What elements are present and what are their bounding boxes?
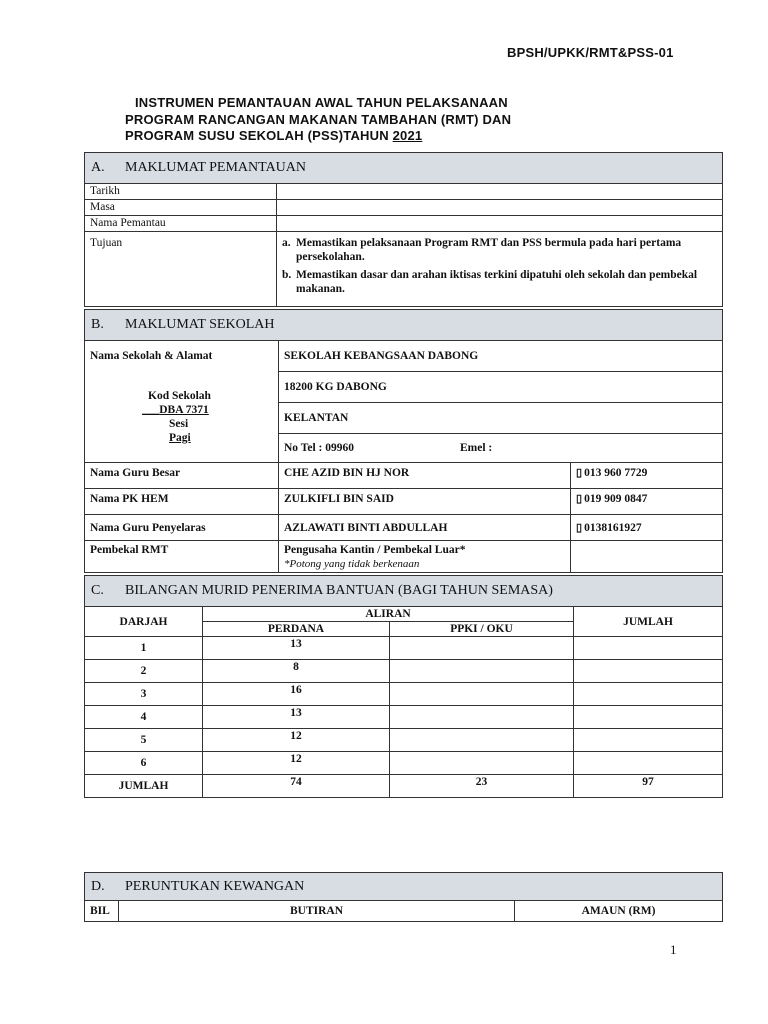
col-perdana: PERDANA [203, 622, 390, 637]
section-c-letter: C. [91, 583, 104, 598]
phone-number: 0138161927 [584, 521, 642, 534]
phone-number: 019 909 0847 [584, 493, 648, 505]
title-line-1: INSTRUMEN PEMANTAUAN AWAL TAHUN PELAKSANAAN [135, 95, 508, 110]
supplier-note: *Potong yang tidak berkenaan [284, 558, 420, 570]
table-row [85, 637, 723, 660]
jumlah-cell[interactable] [574, 752, 723, 775]
purpose-item [282, 236, 717, 264]
school-name[interactable]: SEKOLAH KEBANGSAAN DABONG [279, 341, 723, 372]
school-state[interactable]: KELANTAN [279, 403, 723, 434]
jumlah-cell[interactable] [574, 683, 723, 706]
ppki-cell[interactable] [390, 706, 574, 729]
person-phone-guru-besar[interactable] [571, 463, 723, 489]
col-amaun: AMAUN (RM) [515, 901, 723, 922]
total-perdana[interactable]: 74 [203, 775, 390, 798]
darjah-cell: 4 [85, 706, 203, 729]
section-d-letter: D. [91, 878, 105, 894]
section-c-heading: BILANGAN MURID PENERIMA BANTUAN (BAGI TAHUN SEMASA) [125, 583, 553, 598]
section-b-header [85, 310, 723, 341]
jumlah-cell[interactable] [574, 637, 723, 660]
title-year: 2021 [392, 128, 423, 143]
ppki-cell[interactable] [390, 660, 574, 683]
field-label-tujuan: Tujuan [85, 232, 277, 307]
title-line-2: PROGRAM RANCANGAN MAKANAN TAMBAHAN (RMT) DAN [125, 111, 512, 127]
field-input-masa[interactable] [277, 200, 723, 216]
darjah-cell: 2 [85, 660, 203, 683]
person-label-pk-hem: Nama PK HEM [85, 489, 279, 515]
phone-icon: ▯ [576, 493, 583, 505]
title-line-3-text: PROGRAM SUSU SEKOLAH (PSS)TAHUN [125, 128, 393, 143]
school-code-prefix: ___ [142, 404, 160, 416]
field-label-masa: Masa [85, 200, 277, 216]
supplier-label: Pembekal RMT [85, 541, 279, 573]
jumlah-cell[interactable] [574, 706, 723, 729]
person-name-guru-besar[interactable]: CHE AZID BIN HJ NOR [279, 463, 571, 489]
section-d-heading: PERUNTUKAN KEWANGAN [125, 878, 305, 894]
perdana-cell[interactable]: 16 [203, 683, 390, 706]
jumlah-cell[interactable] [574, 660, 723, 683]
table-row [85, 706, 723, 729]
table-row [85, 683, 723, 706]
person-phone-guru-penyelaras[interactable] [571, 515, 723, 541]
table-row [85, 729, 723, 752]
purpose-marker: a. [282, 237, 291, 249]
section-d-header [85, 873, 723, 901]
perdana-cell[interactable]: 12 [203, 752, 390, 775]
document-title [125, 95, 511, 145]
section-b-letter: B. [91, 317, 104, 332]
section-a-heading: MAKLUMAT PEMANTAUAN [125, 160, 307, 175]
session-value: Pagi [169, 432, 191, 444]
purpose-marker: b. [282, 269, 292, 281]
supplier-cell[interactable] [279, 541, 571, 573]
school-email: Emel : [460, 442, 493, 454]
col-jumlah: JUMLAH [574, 607, 723, 637]
title-line-3 [125, 128, 511, 145]
phone-number: 013 960 7729 [584, 467, 648, 479]
total-ppki[interactable]: 23 [390, 775, 574, 798]
perdana-cell[interactable]: 8 [203, 660, 390, 683]
field-input-tarikh[interactable] [277, 184, 723, 200]
phone-icon: ▯ [576, 521, 583, 534]
purpose-text: Memastikan pelaksanaan Program RMT dan PSS bermula pada hari pertama persekolahan. [296, 237, 682, 263]
document-code: BPSH/UPKK/RMT&PSS-01 [507, 45, 674, 60]
ppki-cell[interactable] [390, 637, 574, 660]
section-a-header [85, 153, 723, 184]
section-d-table [84, 872, 723, 922]
purpose-list [277, 232, 723, 307]
perdana-cell[interactable]: 13 [203, 706, 390, 729]
col-darjah: DARJAH [85, 607, 203, 637]
purpose-item [282, 268, 717, 296]
perdana-cell[interactable]: 12 [203, 729, 390, 752]
school-address[interactable]: 18200 KG DABONG [279, 372, 723, 403]
purpose-text: Memastikan dasar dan arahan iktisas terkini dipatuhi oleh sekolah dan pembekal makanan. [296, 269, 698, 295]
total-row [85, 775, 723, 798]
person-label-guru-penyelaras: Nama Guru Penyelaras [85, 515, 279, 541]
school-contact[interactable] [279, 434, 723, 463]
school-tel: No Tel : 09960 [284, 442, 354, 454]
school-label-cell [85, 341, 279, 463]
total-jumlah[interactable]: 97 [574, 775, 723, 798]
section-a-table [84, 152, 723, 307]
school-code-value [90, 403, 273, 417]
school-code: DBA 7371 [159, 404, 209, 416]
total-label: JUMLAH [85, 775, 203, 798]
col-ppki: PPKI / OKU [390, 622, 574, 637]
jumlah-cell[interactable] [574, 729, 723, 752]
section-b-table [84, 309, 723, 573]
table-row [85, 752, 723, 775]
field-label-tarikh: Tarikh [85, 184, 277, 200]
phone-icon: ▯ [576, 467, 583, 479]
school-code-label: Kod Sekolah [148, 390, 211, 402]
ppki-cell[interactable] [390, 752, 574, 775]
section-b-heading: MAKLUMAT SEKOLAH [125, 317, 275, 332]
person-label-guru-besar: Nama Guru Besar [85, 463, 279, 489]
school-address-label: Nama Sekolah & Alamat [90, 350, 213, 362]
ppki-cell[interactable] [390, 729, 574, 752]
darjah-cell: 3 [85, 683, 203, 706]
col-butiran: BUTIRAN [119, 901, 515, 922]
page-number: 1 [670, 942, 677, 957]
darjah-cell: 5 [85, 729, 203, 752]
table-row [85, 660, 723, 683]
supplier-extra[interactable] [571, 541, 723, 573]
darjah-cell: 6 [85, 752, 203, 775]
ppki-cell[interactable] [390, 683, 574, 706]
darjah-cell: 1 [85, 637, 203, 660]
person-name-guru-penyelaras[interactable]: AZLAWATI BINTI ABDULLAH [279, 515, 571, 541]
perdana-cell[interactable]: 13 [203, 637, 390, 660]
col-aliran: ALIRAN [203, 607, 574, 622]
session-label: Sesi [169, 418, 189, 430]
col-bil: BIL [85, 901, 119, 922]
field-input-nama-pemantau[interactable] [277, 216, 723, 232]
field-label-nama-pemantau: Nama Pemantau [85, 216, 277, 232]
person-name-pk-hem[interactable]: ZULKIFLI BIN SAID [279, 489, 571, 515]
supplier-value: Pengusaha Kantin / Pembekal Luar* [284, 544, 466, 556]
section-c-table [84, 575, 723, 798]
section-c-header [85, 576, 723, 607]
section-a-letter: A. [91, 160, 105, 175]
person-phone-pk-hem[interactable] [571, 489, 723, 515]
